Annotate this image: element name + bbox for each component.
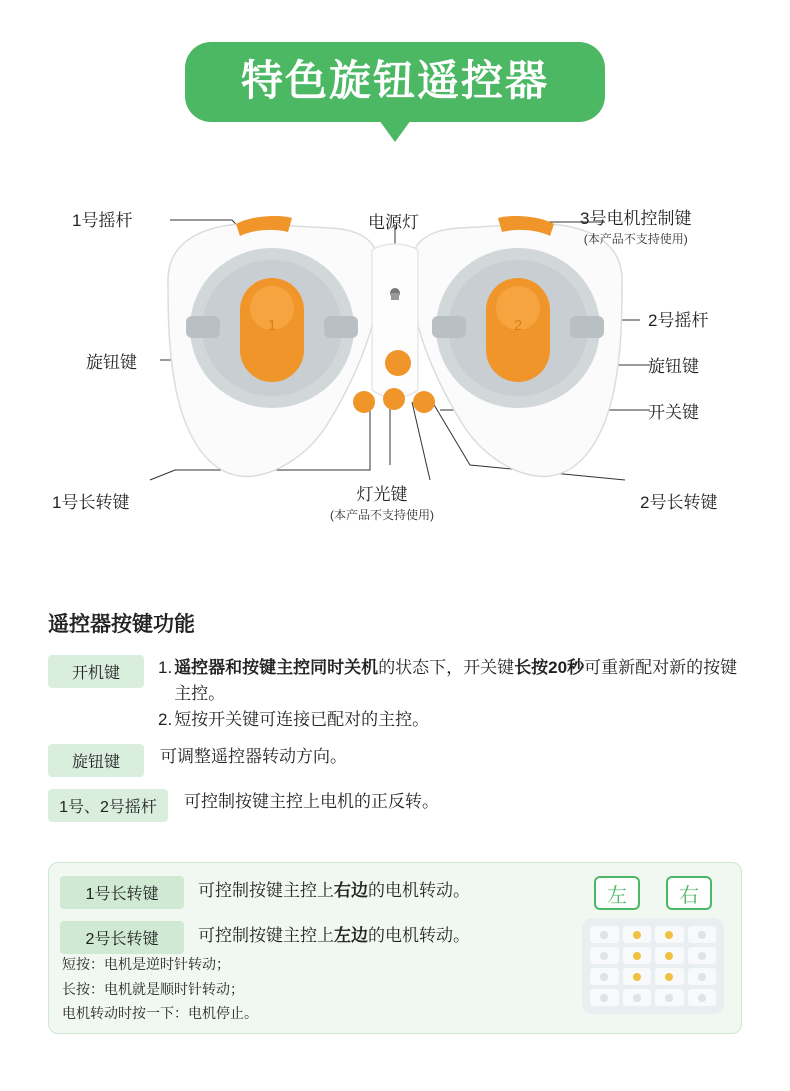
banner-title: 特色旋钮遥控器 xyxy=(240,57,549,104)
function-line xyxy=(158,655,748,707)
mini-cell xyxy=(623,989,652,1006)
function-description xyxy=(144,655,748,732)
mini-cell xyxy=(688,968,717,985)
mini-cell xyxy=(655,926,684,943)
mini-cell xyxy=(590,968,619,985)
panel-notes xyxy=(62,952,258,1026)
list-text: 可调整遥控器转动方向。 xyxy=(160,747,347,767)
svg-text:2: 2 xyxy=(513,317,523,334)
mini-cell xyxy=(623,947,652,964)
remote-diagram xyxy=(0,180,790,560)
mini-cell xyxy=(655,989,684,1006)
label-long2: 2号长转键 xyxy=(640,493,718,512)
label-light-key-sub: (本产品不支持使用) xyxy=(330,508,434,522)
function-tag: 1号、2号摇杆 xyxy=(48,789,168,822)
switch-button xyxy=(385,350,411,376)
direction-illustration xyxy=(578,876,728,1014)
mini-cell xyxy=(590,926,619,943)
panel-tag: 1号长转键 xyxy=(60,876,184,909)
mini-cell xyxy=(655,947,684,964)
label-switch: 开关键 xyxy=(648,403,699,422)
panel-note-line: 电机转动时按一下：电机停止。 xyxy=(62,1005,258,1021)
svg-text:1: 1 xyxy=(267,317,277,334)
label-stick1: 1号摇杆 xyxy=(72,211,133,230)
function-row xyxy=(48,789,748,822)
left-tag: 左 xyxy=(594,876,640,910)
mini-cell xyxy=(688,926,717,943)
function-line xyxy=(158,744,347,770)
list-number: 1. xyxy=(158,658,173,677)
mini-cell xyxy=(590,947,619,964)
label-motor3: 3号电机控制键 (本产品不支持使用) xyxy=(580,209,692,246)
label-power-light: 电源灯 xyxy=(368,213,419,232)
list-number: 2. xyxy=(158,709,173,729)
mini-cell xyxy=(688,989,717,1006)
banner-shape xyxy=(185,42,605,122)
right-tag: 右 xyxy=(666,876,712,910)
label-light-key: 灯光键 (本产品不支持使用) xyxy=(330,485,434,522)
list-text: 短按开关键可连接已配对的主控。 xyxy=(174,709,430,729)
panel-note-line: 短按：电机是逆时针转动； xyxy=(62,956,230,972)
list-text: 可控制按键主控上电机的正反转。 xyxy=(184,792,439,812)
panel-row xyxy=(60,921,580,954)
label-motor3-sub: (本产品不支持使用) xyxy=(583,232,688,246)
label-stick2: 2号摇杆 xyxy=(648,311,709,330)
label-long1: 1号长转键 xyxy=(52,493,130,512)
panel-note-line: 长按：电机就是顺时针转动； xyxy=(62,980,244,997)
list-text: 遥控器和按键主控同时关机的状态下，开关键长按20秒可重新配对新的按键主控。 xyxy=(174,658,738,703)
function-description xyxy=(144,744,347,770)
panel-description: 可控制按键主控上右边的电机转动。 xyxy=(198,881,470,900)
section-title: 遥控器按键功能 xyxy=(48,613,195,636)
mini-cell xyxy=(623,926,652,943)
function-row xyxy=(48,655,748,732)
function-tag: 开机键 xyxy=(48,655,144,688)
function-line xyxy=(158,707,748,733)
mini-cell xyxy=(655,968,684,985)
function-line xyxy=(182,789,439,815)
title-banner xyxy=(0,42,790,122)
mini-cell xyxy=(688,947,717,964)
function-row xyxy=(48,744,748,777)
label-knob-left: 旋钮键 xyxy=(86,353,137,372)
function-list xyxy=(48,655,748,834)
panel-tag: 2号长转键 xyxy=(60,921,184,954)
function-tag: 旋钮键 xyxy=(48,744,144,777)
mini-cell xyxy=(623,968,652,985)
function-description xyxy=(168,789,439,815)
label-knob-right: 旋钮键 xyxy=(648,357,699,376)
panel-row xyxy=(60,876,580,909)
banner-tail xyxy=(379,120,411,142)
mini-cell xyxy=(590,989,619,1006)
mini-device xyxy=(582,918,724,1014)
panel-description: 可控制按键主控上左边的电机转动。 xyxy=(198,926,470,945)
